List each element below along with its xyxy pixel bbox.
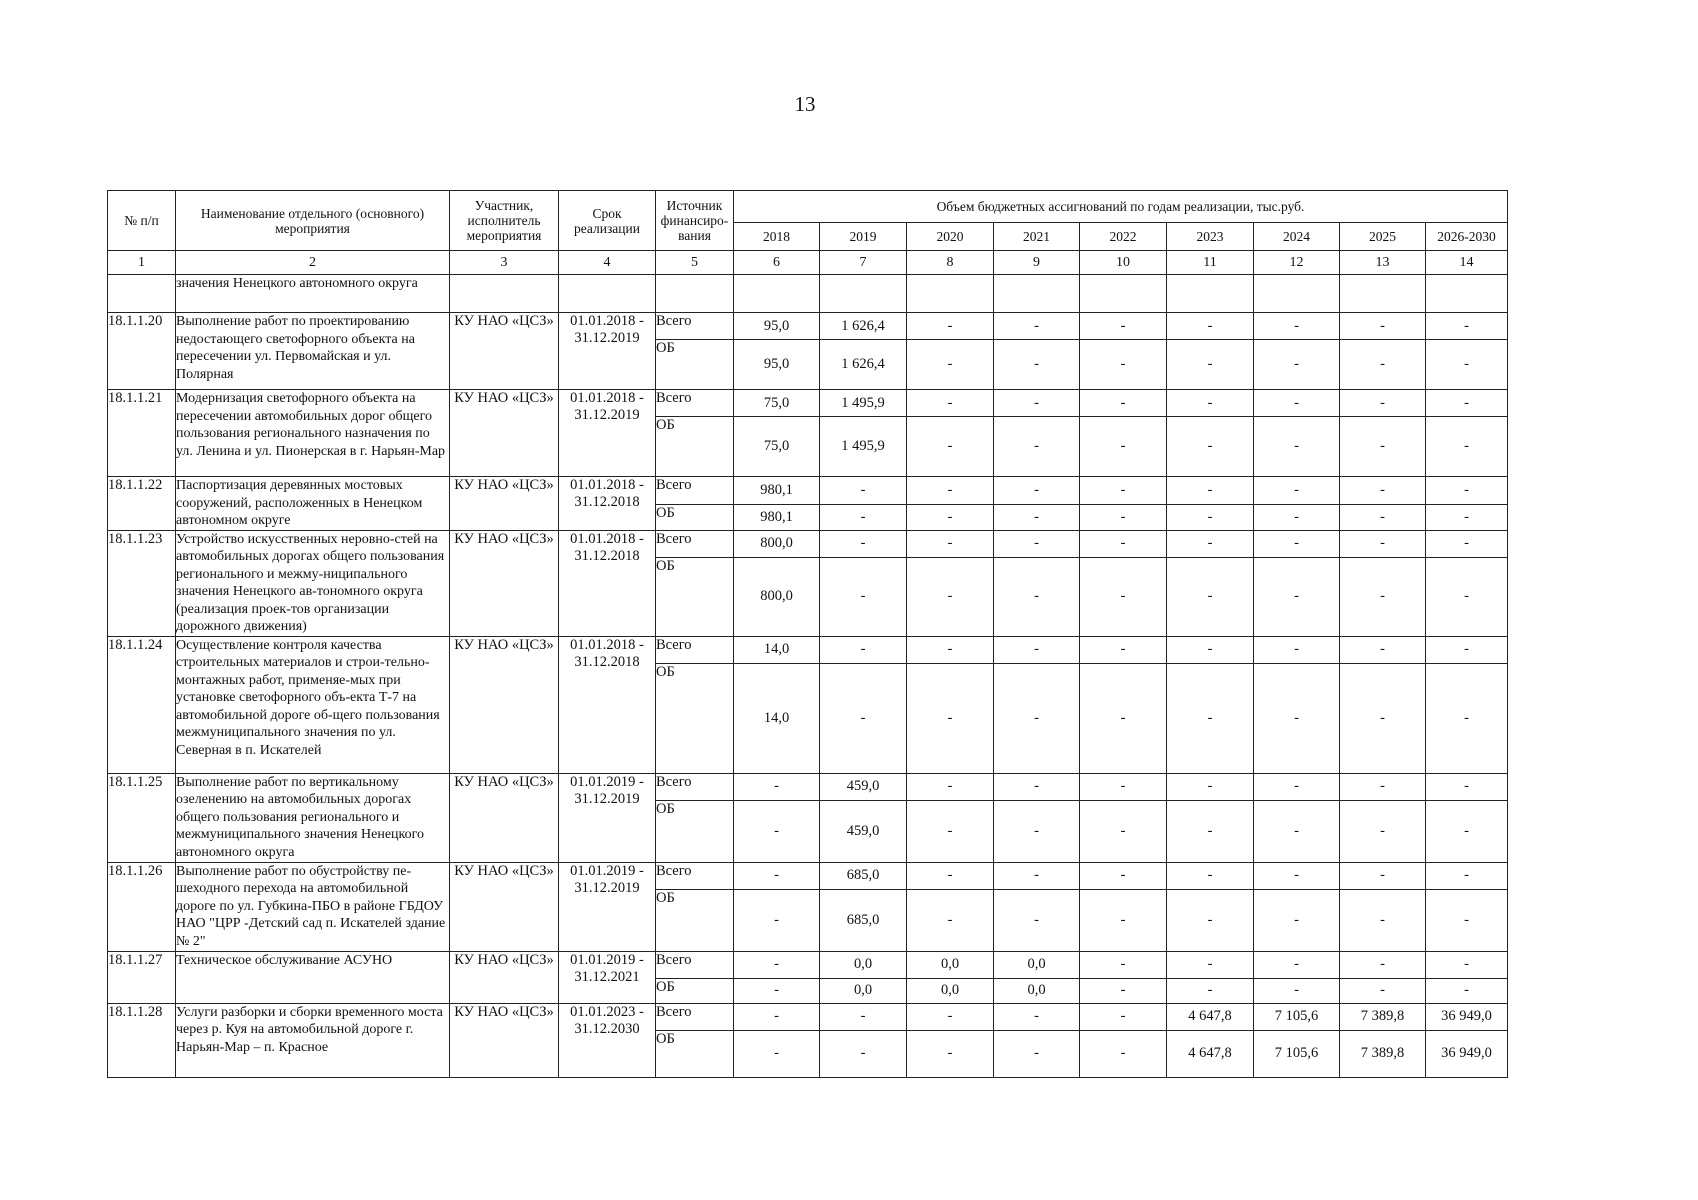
budget-value: 7 105,6 — [1254, 1030, 1340, 1077]
budget-value: - — [734, 862, 820, 889]
budget-value: - — [1080, 978, 1167, 1003]
table-row — [108, 390, 1508, 417]
source-label: Всего — [656, 862, 734, 889]
budget-value: - — [820, 477, 907, 505]
column-index: 2 — [176, 251, 450, 275]
row-executor — [450, 313, 559, 390]
budget-value: - — [1340, 663, 1426, 773]
row-number: 18.1.1.26 — [108, 862, 176, 951]
table-row — [108, 636, 1508, 663]
row-name: Выполнение работ по вертикальному озеленению на автомобильных дорогах общего пользования регионального и межмуниципального значения Ненецкого автономного округа — [176, 773, 450, 862]
budget-value: - — [1254, 390, 1340, 417]
source-label: Всего — [656, 530, 734, 558]
budget-value: - — [994, 504, 1080, 530]
budget-value: - — [1254, 636, 1340, 663]
source-label: Всего — [656, 390, 734, 417]
budget-value: 0,0 — [907, 951, 994, 978]
budget-value: 459,0 — [820, 773, 907, 800]
budget-value: 4 647,8 — [1167, 1003, 1254, 1030]
row-name: Осуществление контроля качества строительных материалов и строи-тельно-монтажных работ, применяе-мых при установке светофорного объ-екта Т-7 на автомобильной дороге об-щего пользования межмуниципального значения по ул. Северная в п. Искателей — [176, 636, 450, 773]
budget-value: - — [1340, 390, 1426, 417]
row-period: 01.01.2018 - 31.12.2019 — [559, 390, 656, 477]
budget-value: - — [1080, 800, 1167, 862]
budget-value: - — [820, 636, 907, 663]
column-index: 14 — [1426, 251, 1508, 275]
budget-value: - — [1080, 558, 1167, 636]
budget-value: 36 949,0 — [1426, 1003, 1508, 1030]
budget-value: - — [734, 1003, 820, 1030]
budget-value: - — [1080, 1003, 1167, 1030]
row-executor-text: КУ НАО «ЦСЗ» — [454, 390, 554, 406]
budget-value: - — [1080, 636, 1167, 663]
budget-value: - — [1340, 558, 1426, 636]
budget-value: - — [1254, 313, 1340, 340]
budget-value: - — [1080, 417, 1167, 477]
budget-value: - — [1426, 417, 1508, 477]
budget-value: - — [1426, 978, 1508, 1003]
budget-value: - — [820, 504, 907, 530]
header-name: Наименование отдельного (основного) мероприятия — [176, 191, 450, 251]
budget-value: - — [1167, 558, 1254, 636]
budget-value: - — [1340, 504, 1426, 530]
budget-value: - — [1426, 889, 1508, 951]
budget-value: - — [1254, 504, 1340, 530]
budget-value: 0,0 — [820, 951, 907, 978]
budget-value: 800,0 — [734, 530, 820, 558]
budget-value: 685,0 — [820, 862, 907, 889]
column-index: 10 — [1080, 251, 1167, 275]
budget-value: - — [1167, 978, 1254, 1003]
budget-value: - — [907, 1030, 994, 1077]
budget-value: - — [1167, 313, 1254, 340]
budget-value: - — [1340, 951, 1426, 978]
budget-value: - — [907, 558, 994, 636]
budget-value: 980,1 — [734, 477, 820, 505]
table-row — [108, 951, 1508, 978]
row-name: Устройство искусственных неровно-стей на автомобильных дорогах общего пользования регионального и межму-ниципального значения Ненецкого ав-тономного округа (реализация проек-тов организации дорожного движения) — [176, 530, 450, 636]
source-label: Всего — [656, 1003, 734, 1030]
row-executor — [450, 862, 559, 951]
row-name: Выполнение работ по проектированию недостающего светофорного объекта на пересечении ул. Первомайская и ул. Полярная — [176, 313, 450, 390]
budget-value: 0,0 — [994, 978, 1080, 1003]
page-number: 13 — [794, 92, 816, 116]
budget-value: - — [1426, 773, 1508, 800]
budget-value: - — [1340, 417, 1426, 477]
budget-value: 7 389,8 — [1340, 1030, 1426, 1077]
budget-value: 14,0 — [734, 663, 820, 773]
budget-value: - — [907, 1003, 994, 1030]
budget-value: - — [907, 340, 994, 390]
budget-value: - — [907, 773, 994, 800]
budget-value: 75,0 — [734, 390, 820, 417]
budget-value: 0,0 — [907, 978, 994, 1003]
row-period: 01.01.2019 - 31.12.2021 — [559, 951, 656, 1003]
column-index: 9 — [994, 251, 1080, 275]
budget-value: - — [1254, 477, 1340, 505]
header-period: Срок реализации — [559, 191, 656, 251]
budget-value: - — [1426, 530, 1508, 558]
source-label: ОБ — [656, 340, 734, 390]
row-number: 18.1.1.27 — [108, 951, 176, 1003]
budget-value: - — [994, 313, 1080, 340]
budget-value: 36 949,0 — [1426, 1030, 1508, 1077]
budget-value: - — [734, 1030, 820, 1077]
column-index: 13 — [1340, 251, 1426, 275]
row-executor-text: КУ НАО «ЦСЗ» — [454, 951, 554, 968]
budget-value: - — [1080, 340, 1167, 390]
budget-value: - — [1426, 390, 1508, 417]
budget-value: - — [994, 477, 1080, 505]
header-participant: Участник, исполнитель мероприятия — [450, 191, 559, 251]
header-year: 2022 — [1080, 223, 1167, 251]
budget-value: - — [1080, 390, 1167, 417]
row-period: 01.01.2018 - 31.12.2019 — [559, 313, 656, 390]
budget-value: - — [907, 530, 994, 558]
header-source: Источник финансиро-вания — [656, 191, 734, 251]
budget-value: - — [1080, 530, 1167, 558]
budget-value: 75,0 — [734, 417, 820, 477]
row-number: 18.1.1.22 — [108, 477, 176, 531]
header-num: № п/п — [108, 191, 176, 251]
row-executor-text: КУ НАО «ЦСЗ» — [454, 862, 554, 879]
budget-value: - — [1426, 504, 1508, 530]
budget-value: - — [1167, 390, 1254, 417]
row-name: Техническое обслуживание АСУНО — [176, 951, 450, 1003]
budget-value: - — [1167, 636, 1254, 663]
budget-value: - — [734, 889, 820, 951]
budget-value: - — [820, 663, 907, 773]
row-executor — [450, 1003, 559, 1077]
budget-value: - — [1167, 477, 1254, 505]
budget-value: 14,0 — [734, 636, 820, 663]
budget-value: - — [907, 889, 994, 951]
budget-value: - — [1340, 978, 1426, 1003]
budget-value: 0,0 — [820, 978, 907, 1003]
budget-value: - — [994, 862, 1080, 889]
budget-value: - — [1080, 862, 1167, 889]
budget-value: - — [1254, 530, 1340, 558]
header-year: 2026-2030 — [1426, 223, 1508, 251]
header-budget: Объем бюджетных ассигнований по годам реализации, тыс.руб. — [734, 191, 1508, 223]
budget-value: - — [734, 800, 820, 862]
row-executor-text: КУ НАО «ЦСЗ» — [454, 530, 554, 547]
budget-value: - — [1167, 340, 1254, 390]
budget-value: - — [907, 390, 994, 417]
budget-value: - — [994, 773, 1080, 800]
budget-value: - — [1080, 889, 1167, 951]
budget-value: - — [820, 1003, 907, 1030]
row-period: 01.01.2019 - 31.12.2019 — [559, 773, 656, 862]
budget-value: - — [1167, 889, 1254, 951]
budget-value: - — [907, 477, 994, 505]
budget-value: - — [1167, 663, 1254, 773]
row-name: Паспортизация деревянных мостовых сооружений, расположенных в Ненецком автономном округе — [176, 477, 450, 531]
budget-value: - — [1080, 477, 1167, 505]
budget-value: - — [1080, 504, 1167, 530]
budget-value: 1 495,9 — [820, 417, 907, 477]
budget-value: - — [1254, 663, 1340, 773]
column-index: 4 — [559, 251, 656, 275]
column-index: 7 — [820, 251, 907, 275]
budget-value: - — [820, 530, 907, 558]
budget-value: - — [734, 951, 820, 978]
header-year: 2025 — [1340, 223, 1426, 251]
budget-value: - — [1080, 663, 1167, 773]
continuation-row — [108, 275, 1508, 313]
budget-value: - — [1254, 558, 1340, 636]
row-period: 01.01.2018 - 31.12.2018 — [559, 530, 656, 636]
row-executor — [450, 390, 559, 477]
row-number: 18.1.1.28 — [108, 1003, 176, 1077]
budget-value: 95,0 — [734, 340, 820, 390]
source-label: ОБ — [656, 504, 734, 530]
budget-value: 980,1 — [734, 504, 820, 530]
row-period: 01.01.2018 - 31.12.2018 — [559, 636, 656, 773]
row-number: 18.1.1.20 — [108, 313, 176, 390]
table-row — [108, 313, 1508, 340]
budget-value: - — [820, 1030, 907, 1077]
row-name: Выполнение работ по обустройству пе-шеходного перехода на автомобильной дороге по ул. Губкина-ПБО в районе ГБДОУ НАО "ЦРР -Детский сад п. Искателей здание № 2" — [176, 862, 450, 951]
budget-value: - — [1167, 504, 1254, 530]
budget-value: 7 105,6 — [1254, 1003, 1340, 1030]
source-label: ОБ — [656, 1030, 734, 1077]
budget-value: - — [734, 773, 820, 800]
budget-value: - — [907, 417, 994, 477]
row-number: 18.1.1.25 — [108, 773, 176, 862]
continuation-text: значения Ненецкого автономного округа — [176, 275, 450, 313]
budget-value: - — [994, 663, 1080, 773]
budget-value: - — [1080, 313, 1167, 340]
row-executor-text: КУ НАО «ЦСЗ» — [454, 636, 554, 653]
header-year: 2020 — [907, 223, 994, 251]
budget-value: - — [907, 636, 994, 663]
budget-value: 1 626,4 — [820, 313, 907, 340]
budget-value: - — [1426, 663, 1508, 773]
row-executor — [450, 530, 559, 636]
source-label: Всего — [656, 636, 734, 663]
budget-value: - — [1167, 800, 1254, 862]
budget-value: - — [994, 1003, 1080, 1030]
budget-value: - — [1426, 313, 1508, 340]
budget-value: - — [734, 978, 820, 1003]
budget-value: - — [994, 390, 1080, 417]
budget-value: - — [994, 417, 1080, 477]
budget-value: - — [994, 530, 1080, 558]
budget-value: - — [1167, 951, 1254, 978]
row-number: 18.1.1.23 — [108, 530, 176, 636]
row-executor-text: КУ НАО «ЦСЗ» — [454, 773, 554, 790]
budget-value: - — [1426, 862, 1508, 889]
row-executor — [450, 773, 559, 862]
budget-value: - — [994, 1030, 1080, 1077]
budget-value: - — [1254, 978, 1340, 1003]
header-year: 2023 — [1167, 223, 1254, 251]
header-year: 2019 — [820, 223, 907, 251]
column-index-row — [108, 251, 1508, 275]
budget-value: - — [1254, 862, 1340, 889]
budget-value: 95,0 — [734, 313, 820, 340]
budget-value: - — [1254, 800, 1340, 862]
budget-value: 685,0 — [820, 889, 907, 951]
table-row — [108, 1003, 1508, 1030]
row-name: Модернизация светофорного объекта на пересечении автомобильных дорог общего пользования регионального назначения по ул. Ленина и ул. Пионерская в г. Нарьян-Мар — [176, 390, 450, 477]
budget-value: - — [1080, 773, 1167, 800]
row-executor — [450, 636, 559, 773]
budget-value: - — [907, 504, 994, 530]
budget-value: 1 495,9 — [820, 390, 907, 417]
budget-value: - — [1167, 417, 1254, 477]
budget-value: - — [1167, 862, 1254, 889]
budget-value: - — [994, 558, 1080, 636]
row-period: 01.01.2023 - 31.12.2030 — [559, 1003, 656, 1077]
budget-value: - — [1426, 951, 1508, 978]
budget-value: 459,0 — [820, 800, 907, 862]
column-index: 8 — [907, 251, 994, 275]
budget-value: - — [1254, 951, 1340, 978]
source-label: Всего — [656, 773, 734, 800]
source-label: ОБ — [656, 417, 734, 477]
column-index: 5 — [656, 251, 734, 275]
budget-value: - — [1426, 636, 1508, 663]
budget-value: - — [1340, 636, 1426, 663]
row-period: 01.01.2019 - 31.12.2019 — [559, 862, 656, 951]
source-label: ОБ — [656, 889, 734, 951]
row-number: 18.1.1.21 — [108, 390, 176, 477]
row-executor — [450, 477, 559, 531]
budget-value: - — [1167, 530, 1254, 558]
row-period: 01.01.2018 - 31.12.2018 — [559, 477, 656, 531]
column-index: 1 — [108, 251, 176, 275]
budget-value: 7 389,8 — [1340, 1003, 1426, 1030]
column-index: 6 — [734, 251, 820, 275]
budget-value: - — [1426, 558, 1508, 636]
budget-value: - — [1254, 340, 1340, 390]
budget-value: - — [1340, 340, 1426, 390]
budget-value: - — [1254, 417, 1340, 477]
column-index: 11 — [1167, 251, 1254, 275]
budget-value: - — [1340, 313, 1426, 340]
budget-value: - — [1080, 1030, 1167, 1077]
budget-value: - — [820, 558, 907, 636]
source-label: ОБ — [656, 663, 734, 773]
budget-value: - — [994, 889, 1080, 951]
row-number: 18.1.1.24 — [108, 636, 176, 773]
budget-value: 800,0 — [734, 558, 820, 636]
source-label: ОБ — [656, 558, 734, 636]
budget-value: - — [994, 340, 1080, 390]
column-index: 3 — [450, 251, 559, 275]
budget-value: - — [1340, 800, 1426, 862]
budget-value: - — [907, 862, 994, 889]
budget-value: - — [1340, 889, 1426, 951]
continuation-num — [108, 275, 176, 313]
budget-value: - — [907, 313, 994, 340]
source-label: Всего — [656, 313, 734, 340]
budget-value: - — [907, 800, 994, 862]
budget-table — [107, 190, 1508, 1078]
budget-value: - — [1340, 530, 1426, 558]
source-label: Всего — [656, 951, 734, 978]
row-executor-text: КУ НАО «ЦСЗ» — [454, 1003, 554, 1020]
budget-value: - — [1426, 477, 1508, 505]
row-executor-text: КУ НАО «ЦСЗ» — [454, 477, 554, 493]
table-row — [108, 773, 1508, 800]
row-executor-text: КУ НАО «ЦСЗ» — [454, 313, 554, 329]
source-label: Всего — [656, 477, 734, 505]
budget-value: - — [1340, 862, 1426, 889]
column-index: 12 — [1254, 251, 1340, 275]
budget-value: - — [907, 663, 994, 773]
row-name: Услуги разборки и сборки временного моста через р. Куя на автомобильной дороге г. Нарьян-Мар – п. Красное — [176, 1003, 450, 1077]
budget-value: - — [1340, 773, 1426, 800]
header-year: 2021 — [994, 223, 1080, 251]
budget-value: - — [1340, 477, 1426, 505]
budget-value: - — [1167, 773, 1254, 800]
row-executor — [450, 951, 559, 1003]
budget-value: - — [994, 800, 1080, 862]
source-label: ОБ — [656, 978, 734, 1003]
budget-value: - — [994, 636, 1080, 663]
budget-value: - — [1254, 773, 1340, 800]
budget-value: - — [1426, 800, 1508, 862]
budget-value: - — [1426, 340, 1508, 390]
header-year: 2018 — [734, 223, 820, 251]
budget-value: - — [1080, 951, 1167, 978]
budget-value: 1 626,4 — [820, 340, 907, 390]
budget-value: 0,0 — [994, 951, 1080, 978]
budget-value: 4 647,8 — [1167, 1030, 1254, 1077]
table-row — [108, 477, 1508, 505]
header-year: 2024 — [1254, 223, 1340, 251]
table-row — [108, 862, 1508, 889]
table-row — [108, 530, 1508, 558]
source-label: ОБ — [656, 800, 734, 862]
budget-value: - — [1254, 889, 1340, 951]
